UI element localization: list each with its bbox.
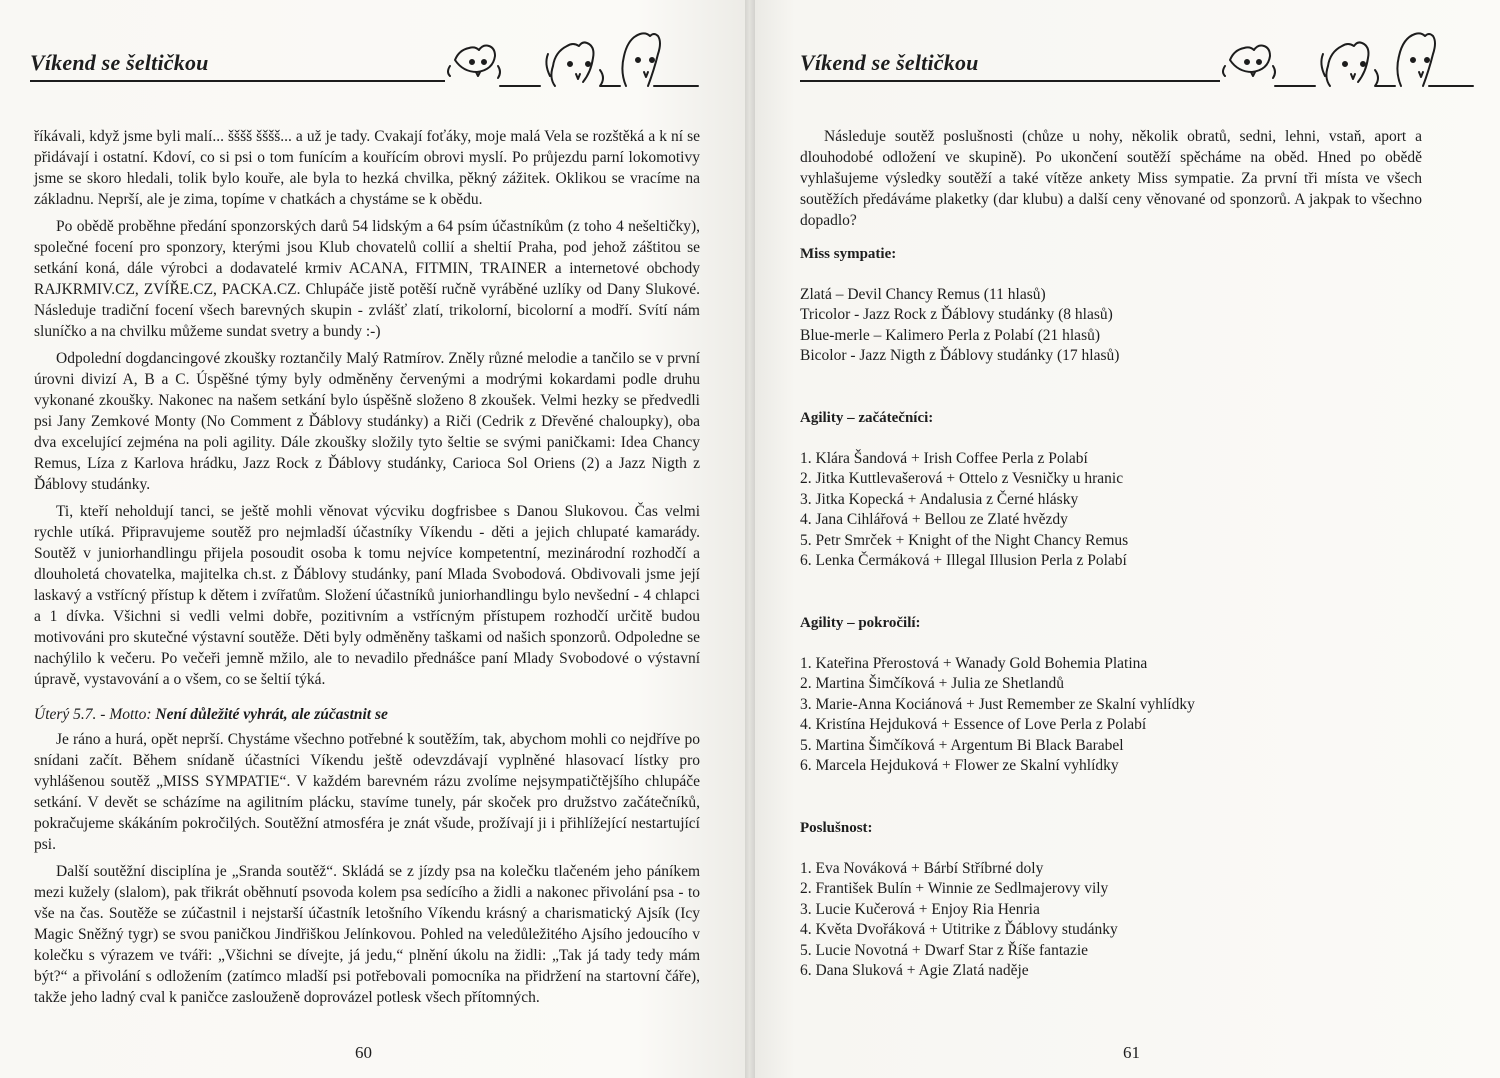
motto-text: Není důležité vyhrát, ale zúčastnit se — [155, 706, 388, 723]
paragraph: Je ráno a hurá, opět neprší. Chystáme všechno potřebné k soutěžím, tak, abychom mohli co nejdříve po snídani začít. Během snídaně účastníci Víkendu ještě odevzdávají vyplněné hlasovací lístky pro vyhlášenou soutěž „MISS SYMPATIE“. V každém barevném rázu zvolíme nejsympatičtějšího chlupáče setkání. V devět se scházíme na agilitním plácku, stavíme tunely, pár skoček pro družstvo začátečníků, pokračujeme skákáním pokročilých. Soutěžní atmosféra je znát všude, prožívají ji i přihlížející nestartující psi. — [34, 731, 700, 853]
results-intro: Následuje soutěž poslušnosti (chůze u nohy, několik obratů, sedni, lehni, vstaň, aport a dlouhodobé odložení ve skupině). Po ukončení soutěží spěcháme na oběd. Hned po obědě vyhlašujeme výsledky soutěží a také vítěze ankety Miss sympatie. Za první tři místa ve všech soutěžích předáváme plaketky (dar klubu) a další ceny věnované od sponzorů. A jakpak to všechno dopadlo? — [800, 128, 1422, 229]
list-item: 2. Martina Šimčíková + Julia ze Shetlandů — [800, 675, 1065, 692]
list-item: 6. Lenka Čermáková + Illegal Illusion Perla z Polabí — [800, 552, 1127, 569]
page-header — [30, 30, 700, 90]
day-heading — [34, 704, 700, 725]
list-item: 1. Eva Nováková + Bárbí Stříbrné doly — [800, 859, 1044, 877]
list-item: 2. Jitka Kuttlevašerová + Ottelo z Vesničky u hranic — [800, 470, 1124, 487]
results-agility-beginners — [800, 408, 1450, 572]
header-rule — [30, 80, 445, 82]
list-item: 1. Klára Šandová + Irish Coffee Perla z Polabí — [800, 449, 1088, 467]
list-item: 1. Kateřina Přerostová + Wanady Gold Bohemia Platina — [800, 654, 1148, 672]
paragraph: Další soutěžní disciplína je „Sranda soutěž“. Skládá se z jízdy psa na kolečku tlačeném jeho páníkem mezi kužely (slalom), pak třikrát oběhnutí psovoda kolem psa sedícího a židli a nakonec přivolání psa - to vše na čas. Soutěže se zúčastnil i nejstarší účastník letošního Víkendu krásný a charismatický Ajsík (Icy Magic Sněžný tygr) se svou paničkou Jindřiškou Jelínkovou. Pohled na veledůležitého Ajsího jedoucího v kolečku s výrazem ve tváři: „Všichni se dívejte, já jedu,“ plnění úkolu na židli: „Tak já tady tedy mám být?“ a přivolání s odložením (zatímco mladší psi potřebovali pomocníka na přidržení na startovní čáře), takže jeho ladný cval k paničce zaslouženě doprovázel potlesk všech přítomných. — [34, 863, 700, 1006]
list-item: 5. Martina Šimčíková + Argentum Bi Black Barabel — [800, 736, 1124, 754]
section-title: Agility – pokročilí: — [800, 615, 921, 631]
results-list — [800, 449, 1450, 572]
book-gutter — [745, 0, 755, 1078]
list-item: 4. Kristína Hejduková + Essence of Love Perla z Polabí — [800, 716, 1147, 733]
sheltie-dogs-logo-icon — [440, 30, 700, 90]
paragraph: Odpolední dogdancingové zkoušky roztančily Malý Ratmírov. Zněly různé melodie a tančilo se v první úrovni divizí A, B a C. Úspěšné týmy byly odměněny červenými a modrými kokardami podle druhu vykonané zkoušky. Nakonec na našem setkání bylo úspěšně složeno 8 zkoušek. Velmi hezky se předvedli psi Jany Zemkové Monty (No Comment z Ďáblovy studánky) a Riči (Cedrik z Dřevěné chaloupky), oba dva excelující zejména na poli agility. Dále zkoušky složily tyto šeltie se svými paničkami: Idea Chancy Remus, Líza z Karlova hrádku, Jazz Rock z Ďáblovy studánky, Carioca Sol Oriens (2) a Jazz Nigth z Ďáblovy studánky. — [34, 350, 700, 493]
results-obedience — [800, 818, 1450, 982]
list-item: 2. František Bulín + Winnie ze Sedlmajerovy vily — [800, 880, 1109, 897]
results-agility-advanced — [800, 613, 1450, 777]
paragraph: říkávali, když jsme byli malí... šššš šššš... a už je tady. Cvakají foťáky, moje malá Vela se rozštěká a k ní se přidávají i ostatní. Kdoví, co si psi o tom funícím a kouřícím obrovi myslí. Po průjezdu parní lokomotivy jsme se skoro hledali, tolik bylo kouře, ale byla to hezká chvilka, pěkný zážitek. Oklikou se vracíme na základnu. Neprší, ale je zima, topíme v chatkách a chystáme se k obědu. — [34, 128, 700, 208]
list-item: 3. Lucie Kučerová + Enjoy Ria Henria — [800, 900, 1040, 918]
list-item: 3. Marie-Anna Kociánová + Just Remember ze Skalní vyhlídky — [800, 695, 1195, 713]
results-list — [800, 285, 1450, 367]
sheltie-dogs-logo-icon — [1215, 30, 1475, 90]
running-title: Víkend se šeltičkou — [30, 50, 209, 75]
list-item: 5. Petr Smrček + Knight of the Night Chancy Remus — [800, 531, 1129, 549]
page-number: 60 — [355, 1043, 372, 1062]
list-item: Tricolor - Jazz Rock z Ďáblovy studánky (8 hlasů) — [800, 306, 1113, 323]
list-item: 4. Květa Dvořáková + Utitrike z Ďáblovy studánky — [800, 921, 1118, 938]
article-body-left — [34, 126, 700, 1014]
list-item: Bicolor - Jazz Nigth z Ďáblovy studánky (17 hlasů) — [800, 347, 1120, 364]
section-title: Agility – začátečníci: — [800, 410, 934, 426]
list-item: Zlatá – Devil Chancy Remus (11 hlasů) — [800, 285, 1046, 303]
header-rule — [800, 80, 1220, 82]
page-header — [800, 30, 1475, 90]
page-number: 61 — [1123, 1043, 1140, 1062]
section-title: Miss sympatie: — [800, 246, 897, 262]
running-title: Víkend se šeltičkou — [800, 50, 979, 75]
paragraph: Ti, kteří neholdují tanci, se ještě mohli věnovat výcviku dogfrisbee s Danou Slukovou. Čas velmi rychle utíká. Připravujeme soutěž pro nejmladší účastníky Víkendu - děti a jejich chlupaté kamarády. Soutěž v juniorhandlingu přijela posoudit osoba k tomu nejvíce kompetentní, mezinárodní rozhodčí a dlouholetá chovatelka, majitelka ch.st. z Ďáblovy studánky, paní Mlada Svobodová. Obdivovali jsme její laskavý a vstřícný přístup k dětem i zvířatům. Složení účastníků juniorhandlingu bylo nevšední - 4 chlapci a 1 dívka. Všichni si vedli velmi dobře, pozitivním a vstřícným přístupem rozhodčí určitě budou motivováni pro skutečné výstavní soutěže. Děti byly odměněny taškami od našich sponzorů. Odpoledne se nachýlilo k večeru. Po večeři jemně mžilo, ale to nevadilo přednášce paní Mlady Svobodové o výstavní úpravě, vystavování a o všem, co se šeltií týká. — [34, 503, 700, 688]
results-list — [800, 654, 1450, 777]
list-item: 6. Dana Sluková + Agie Zlatá naděje — [800, 962, 1029, 979]
day-label: Úterý 5.7. - Motto: — [34, 706, 156, 723]
section-title: Poslušnost: — [800, 820, 873, 836]
paragraph: Po obědě proběhne předání sponzorských darů 54 lidským a 64 psím účastníkům (z toho 4 nešeltičky), společné focení pro sponzory, kterými jsou Klub chovatelů collií a sheltií Praha, pod jehož záštitou se setkání koná, dále výrobci a dodavatelé krmiv ACANA, FITMIN, TRAINER a internetové obchody RAJKRMIV.CZ, ZVÍŘE.CZ, PACKA.CZ. Chlupáče jistě potěší ručně vyráběné uzlíky od Dany Slukové. Následuje tradiční focení všech barevných skupin - zvlášť zlatí, trikolorní, bicolorní a modří. Svítí nám sluníčko a na chvilku můžeme sundat svetry a bundy :-) — [34, 218, 700, 340]
list-item: 4. Jana Cihlářová + Bellou ze Zlaté hvězdy — [800, 511, 1068, 528]
list-item: 3. Jitka Kopecká + Andalusia z Černé hlásky — [800, 490, 1079, 508]
results-list — [800, 859, 1450, 982]
list-item: 5. Lucie Novotná + Dwarf Star z Říše fantazie — [800, 941, 1089, 959]
results-miss-sympatie — [800, 244, 1450, 367]
list-item: 6. Marcela Hejduková + Flower ze Skalní vyhlídky — [800, 757, 1119, 774]
list-item: Blue-merle – Kalimero Perla z Polabí (21 hlasů) — [800, 326, 1101, 344]
